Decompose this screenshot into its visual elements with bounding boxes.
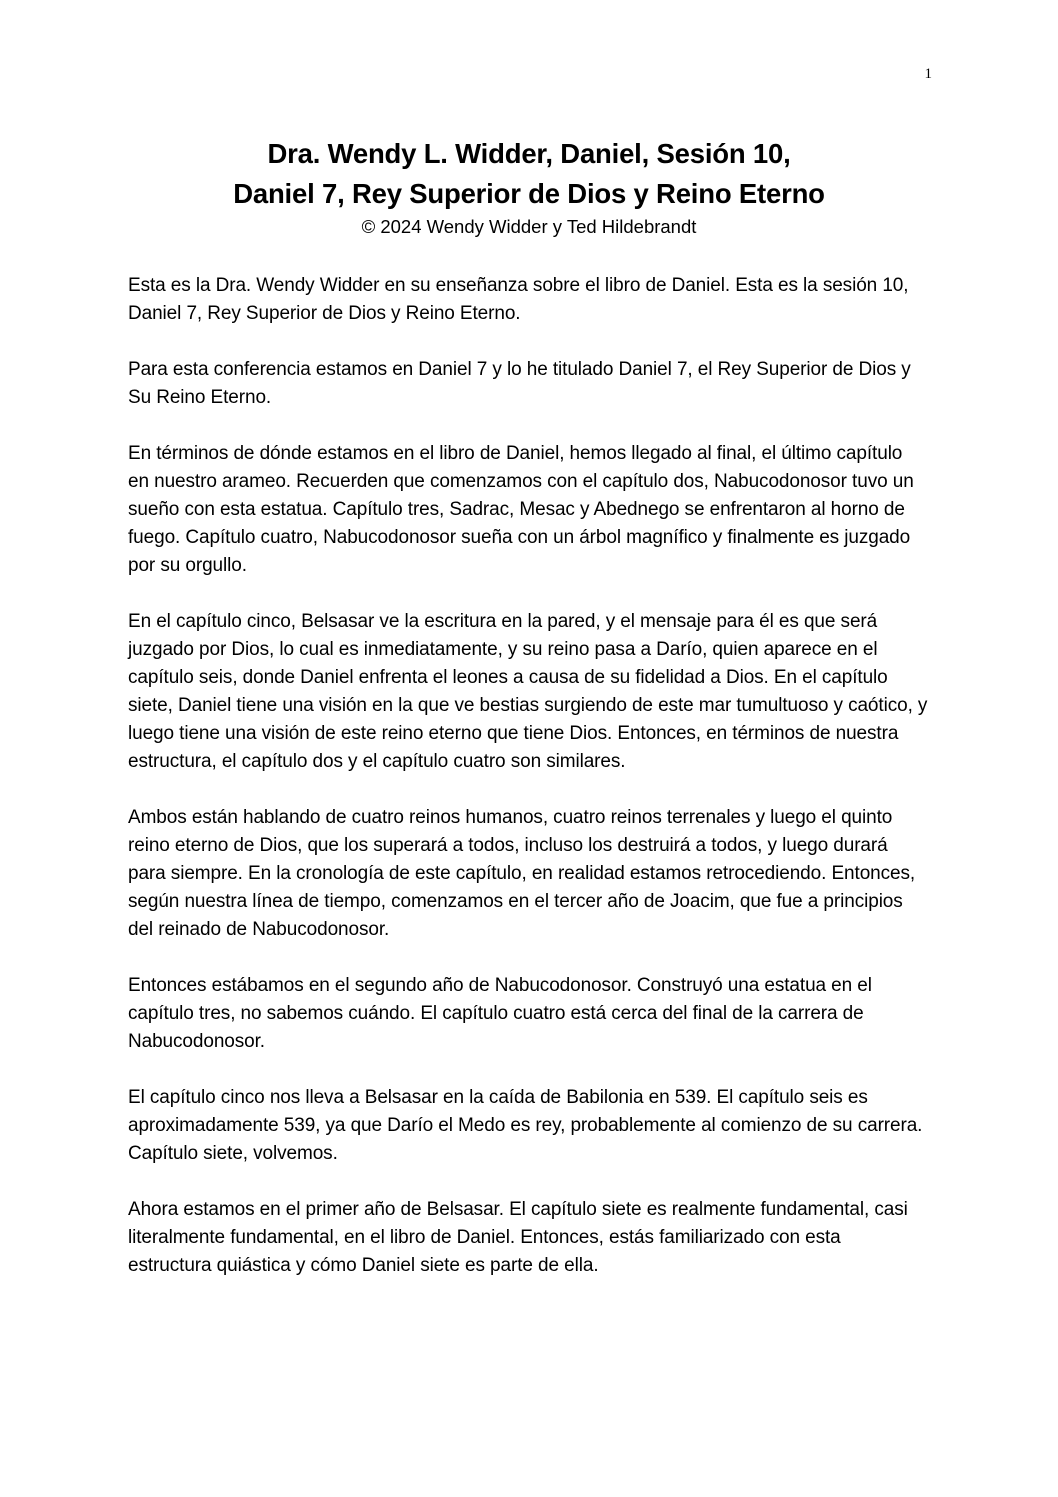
paragraph-3: En términos de dónde estamos en el libro de Daniel, hemos llegado al final, el último capítulo en nuestro arameo. Recuerden que comenzamos con el capítulo dos, Nabucodonosor tuvo un sueño con esta estatua. Capítulo tres, Sadrac, Mesac y Abednego se enfrentaron al horno de fuego. Capítulo cuatro, Nabucodonosor sueña con un árbol magnífico y finalmente es juzgado por su orgullo. [128, 443, 914, 576]
paragraph-2: Para esta conferencia estamos en Daniel 7 y lo he titulado Daniel 7, el Rey Superior de Dios y Su Reino Eterno. [128, 359, 911, 408]
paragraph-6: Entonces estábamos en el segundo año de Nabucodonosor. Construyó una estatua en el capítulo tres, no sabemos cuándo. El capítulo cuatro está cerca del final de la carrera de Nabucodonosor. [128, 975, 872, 1052]
page-number: 1 [924, 66, 932, 82]
paragraph-1: Esta es la Dra. Wendy Widder en su enseñanza sobre el libro de Daniel. Esta es la sesión 10, Daniel 7, Rey Superior de Dios y Reino Eterno. [128, 275, 909, 324]
copyright-line: © 2024 Wendy Widder y Ted Hildebrandt [361, 216, 697, 237]
paragraph-8: Ahora estamos en el primer año de Belsasar. El capítulo siete es realmente fundamental, casi literalmente fundamental, en el libro de Daniel. Entonces, estás familiarizado con esta estructura quiástica y cómo Daniel siete es parte de ella. [128, 1199, 908, 1276]
title-line-2: Daniel 7, Rey Superior de Dios y Reino Eterno [233, 178, 825, 209]
paragraph-5: Ambos están hablando de cuatro reinos humanos, cuatro reinos terrenales y luego el quinto reino eterno de Dios, que los superará a todos, incluso los destruirá a todos, y luego durará para siempre. En la cronología de este capítulo, en realidad estamos retrocediendo. Entonces, según nuestra línea de tiempo, comenzamos en el tercer año de Joacim, que fue a principios del reinado de Nabucodonosor. [128, 807, 916, 940]
title-line-1: Dra. Wendy L. Widder, Daniel, Sesión 10, [267, 138, 791, 169]
paragraph-4: En el capítulo cinco, Belsasar ve la escritura en la pared, y el mensaje para él es que será juzgado por Dios, lo cual es inmediatamente, y su reino pasa a Darío, quien aparece en el capítulo seis, donde Daniel enfrenta el leones a causa de su fidelidad a Dios. En el capítulo siete, Daniel tiene una visión en la que ve bestias surgiendo de este mar tumultuoso y caótico, y luego tiene una visión de este reino eterno que tiene Dios. Entonces, en términos de nuestra estructura, el capítulo dos y el capítulo cuatro son similares. [128, 611, 928, 772]
paragraph-7: El capítulo cinco nos lleva a Belsasar en la caída de Babilonia en 539. El capítulo seis es aproximadamente 539, ya que Darío el Medo es rey, probablemente al comienzo de su carrera. Capítulo siete, volvemos. [128, 1087, 923, 1164]
document-body [128, 272, 928, 1308]
document-header [0, 134, 1058, 240]
